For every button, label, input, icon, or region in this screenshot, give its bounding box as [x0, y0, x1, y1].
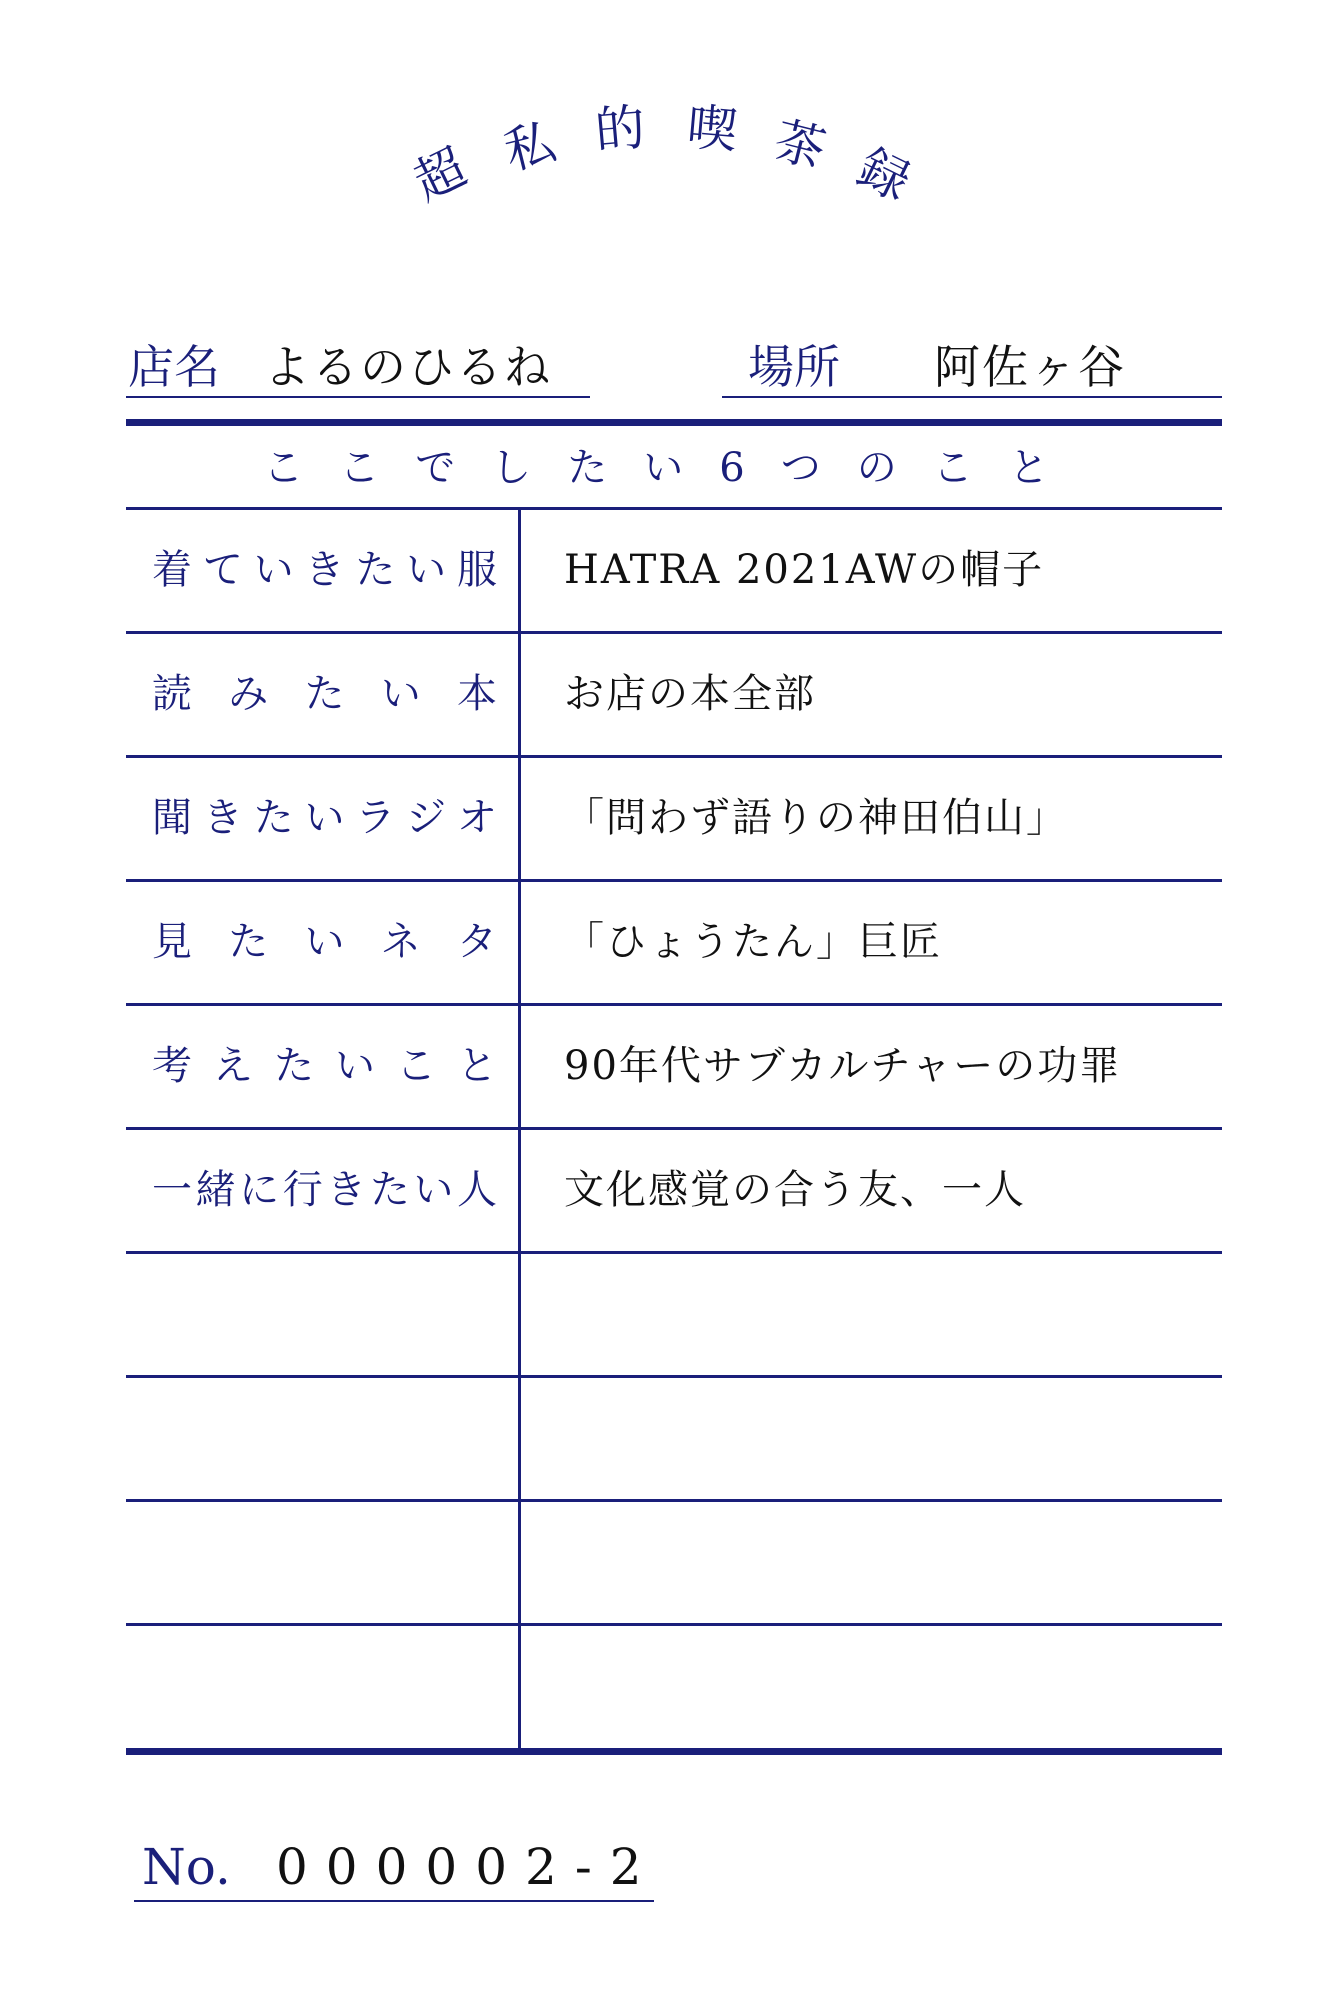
row-value: 文化感覚の合う友、一人 — [564, 1167, 1026, 1213]
row-divider — [126, 631, 1222, 634]
title-char: 茶 — [768, 110, 832, 180]
row-label: 一 緒 に 行 き た い 人 — [152, 1167, 497, 1213]
row-divider — [126, 1003, 1222, 1006]
row-value: HATRA 2021AWの帽子 — [564, 547, 1045, 593]
number-value: 000002-2 — [276, 1838, 660, 1896]
table-bottom-rule — [126, 1748, 1222, 1755]
section-title: ここでしたい6つのこと — [263, 445, 1085, 491]
place-underline — [722, 396, 1222, 398]
shop-name-label: 店名 — [128, 340, 220, 394]
row-label: 読 み た い 本 — [152, 671, 497, 717]
title-char: 録 — [848, 137, 920, 213]
number-label: No. — [142, 1838, 231, 1896]
row-value: 「ひょうたん」巨匠 — [564, 919, 942, 965]
shop-name-underline — [126, 396, 590, 398]
row-value: 「問わず語りの神田伯山」 — [564, 795, 1068, 841]
row-label: 考 え た い こ と — [152, 1043, 497, 1089]
row-label: 着 て い き た い 服 — [152, 547, 497, 593]
row-label: 見 た い ネ タ — [152, 919, 497, 965]
table-top-rule — [126, 419, 1222, 426]
section-divider — [126, 507, 1222, 510]
place-label: 場所 — [748, 340, 840, 394]
column-divider — [518, 508, 521, 1754]
title-char: 超 — [404, 137, 476, 213]
shop-name-value: よるのひるね — [264, 340, 552, 394]
place-value: 阿佐ヶ谷 — [934, 340, 1126, 394]
row-divider — [126, 755, 1222, 758]
title-char: 私 — [498, 112, 562, 182]
row-divider — [126, 1499, 1222, 1502]
row-value: お店の本全部 — [564, 671, 816, 717]
row-divider — [126, 1127, 1222, 1130]
row-label: 聞 き た い ラ ジ オ — [152, 795, 497, 841]
row-divider — [126, 1375, 1222, 1378]
title-char: 喫 — [684, 97, 740, 161]
title-char: 的 — [592, 97, 648, 161]
row-divider — [126, 1623, 1222, 1626]
row-divider — [126, 1251, 1222, 1254]
row-divider — [126, 879, 1222, 882]
number-underline — [134, 1900, 654, 1902]
row-value: 90年代サブカルチャーの功罪 — [564, 1043, 1122, 1089]
